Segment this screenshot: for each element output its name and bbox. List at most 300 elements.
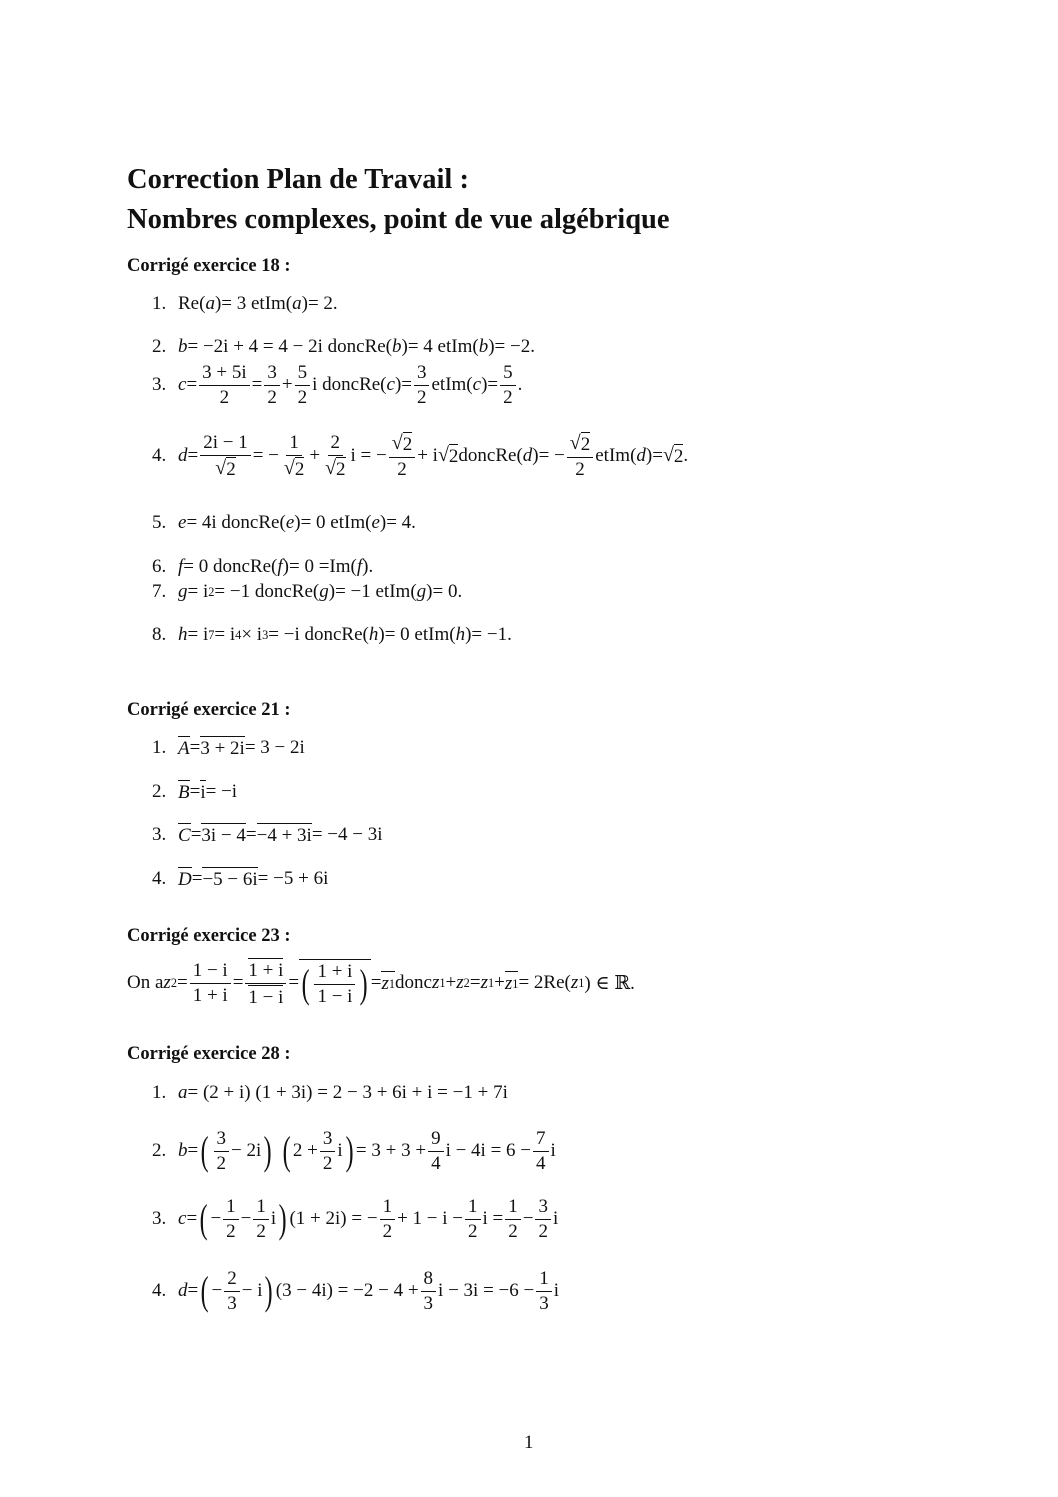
math-text: 9: [431, 1128, 441, 1149]
math-text: 1: [382, 1196, 393, 1217]
math-text: = (2 + i) (1 + 3i) = 2 − 3 + 6i + i = −1 + 7i: [187, 1082, 508, 1103]
denominator: [500, 386, 516, 409]
math-expression: [336, 459, 346, 481]
math-expression: [383, 1221, 393, 1243]
denominator: [217, 386, 233, 409]
math-text: ): [488, 336, 495, 357]
math-text: ): [214, 293, 222, 314]
numerator: [245, 958, 286, 984]
conjugate-bar: [178, 780, 190, 804]
math-text: = −1 donc: [214, 581, 292, 602]
fraction: [500, 362, 516, 409]
math-expression: [178, 1128, 556, 1175]
numerator: [389, 432, 415, 458]
math-variable: c: [178, 1208, 187, 1230]
math-text: = −: [252, 445, 279, 467]
math-expression: [503, 387, 513, 409]
denominator: [214, 1152, 230, 1175]
denominator: [253, 1220, 269, 1243]
math-expression: [538, 1221, 548, 1243]
conjugate-bar: [299, 959, 371, 1008]
math-variable: A: [178, 738, 190, 759]
page-number: 1: [524, 1432, 534, 1453]
math-text: Re(: [178, 293, 206, 314]
radicand: [403, 432, 413, 456]
math-text: =: [186, 1208, 198, 1230]
math-expression: [317, 961, 352, 983]
math-expression: [575, 459, 585, 481]
math-expression: [539, 1268, 549, 1290]
math-text: Im(: [329, 556, 357, 577]
math-text: 2: [538, 1220, 548, 1242]
math-text: 5: [297, 362, 308, 383]
math-text: 3: [539, 1292, 549, 1314]
math-expression: [508, 1221, 518, 1243]
math-text: i: [270, 1208, 277, 1230]
math-text: 4: [431, 1152, 441, 1174]
math-variable: f: [178, 556, 184, 577]
right-paren: ): [263, 1128, 272, 1174]
math-text: = 0 donc: [183, 556, 250, 577]
math-text: = 3 + 3 +: [355, 1140, 427, 1162]
fraction: [567, 432, 593, 481]
math-expression: [256, 1196, 266, 1218]
math-text: ): [481, 374, 488, 396]
math-expression: [178, 293, 338, 315]
numerator: [224, 1268, 240, 1292]
math-expression: [217, 1153, 227, 1175]
math-variable: a: [205, 293, 215, 314]
exponent: 7: [208, 627, 215, 642]
math-expression: [536, 1153, 546, 1175]
math-text: i: [550, 1140, 556, 1162]
math-text: 3 + 5i: [202, 362, 247, 383]
title-line-2: Nombres complexes, point de vue algébrique: [127, 204, 670, 235]
numerator: [428, 1128, 444, 1152]
fraction: [536, 1268, 552, 1315]
math-expression: [417, 362, 427, 384]
numerator: [190, 960, 231, 984]
fraction: [281, 432, 307, 481]
list-item: [152, 293, 338, 315]
math-text: ): [645, 445, 653, 467]
math-expression: [267, 362, 277, 384]
math-text: 2: [322, 1152, 333, 1174]
math-text: Re(: [359, 374, 387, 396]
square-root: [570, 432, 590, 456]
radical-sign: √: [437, 444, 449, 467]
math-expression: [317, 986, 352, 1008]
numerator: [295, 362, 311, 386]
math-text: ): [426, 581, 433, 602]
math-text: +: [445, 972, 457, 994]
numerator: [380, 1196, 396, 1220]
math-variable: z: [456, 972, 464, 994]
math-expression: [178, 432, 688, 481]
math-text: 7: [536, 1128, 546, 1149]
math-text: +: [309, 445, 321, 467]
math-text: Im(: [428, 624, 456, 645]
math-variable: b: [178, 1140, 188, 1162]
math-text: × i: [241, 624, 263, 645]
math-variable: c: [472, 374, 482, 396]
math-text: =: [191, 868, 203, 889]
subscript: 1: [439, 975, 446, 990]
radicand: [226, 457, 236, 481]
fraction: [224, 1268, 240, 1315]
math-text: ): [282, 556, 289, 577]
math-text: =: [189, 737, 201, 758]
math-expression: [178, 581, 462, 603]
math-variable: h: [178, 624, 188, 645]
math-text: On a: [127, 972, 164, 994]
math-text: 3: [216, 1128, 227, 1149]
fraction: [314, 961, 355, 1008]
math-text: i: [553, 1280, 559, 1302]
math-text: 2: [226, 1220, 236, 1242]
math-expression: [178, 624, 512, 646]
math-text: (1 + 2i) = −: [289, 1208, 378, 1230]
math-text: = 0.: [432, 581, 463, 602]
math-text: 1: [539, 1268, 549, 1289]
radicand: [449, 444, 459, 468]
list-item: [152, 362, 522, 409]
math-text: =: [251, 374, 263, 396]
math-text: = 0 et: [384, 624, 429, 645]
fraction: [389, 432, 415, 481]
math-text: 1 + i: [317, 961, 353, 982]
item-number: 5.: [152, 512, 167, 533]
math-expression: [424, 1293, 434, 1315]
math-text: = −1 et: [335, 581, 390, 602]
math-expression: [200, 738, 245, 760]
fraction: [199, 362, 250, 409]
math-variable: C: [178, 825, 191, 846]
radical-sign: √: [283, 456, 295, 479]
math-text: i: [337, 1140, 343, 1162]
math-text: .: [368, 556, 374, 577]
item-number: 4.: [152, 1280, 167, 1302]
math-variable: h: [368, 624, 379, 645]
math-expression: [295, 459, 305, 481]
right-paren: ): [345, 1128, 354, 1174]
item-number: 4.: [152, 868, 167, 889]
math-text: 3i − 4: [201, 825, 246, 846]
math-expression: [299, 961, 371, 1008]
denominator: [314, 985, 355, 1008]
fraction: [428, 1128, 444, 1175]
math-text: 1 + i: [248, 960, 284, 981]
math-text: =: [469, 972, 481, 994]
right-paren: ): [278, 1196, 287, 1242]
math-text: 3: [267, 362, 277, 383]
radicand: [674, 444, 684, 468]
math-text: Im(: [445, 374, 473, 396]
numerator: [536, 1268, 552, 1292]
item-number: 8.: [152, 624, 167, 645]
square-root: [438, 444, 458, 468]
math-text: ): [378, 624, 385, 645]
math-text: 2: [219, 386, 230, 408]
math-text: −: [240, 1208, 252, 1230]
math-text: i: [552, 1208, 559, 1230]
math-expression: [202, 869, 257, 891]
math-expression: [284, 457, 304, 481]
math-text: 3: [227, 1292, 237, 1314]
math-text: = 0 =: [288, 556, 330, 577]
math-expression: [323, 1153, 333, 1175]
math-text: 3: [322, 1128, 333, 1149]
math-text: =: [187, 445, 199, 467]
subscript: 1: [578, 975, 585, 990]
list-item: [152, 336, 535, 358]
math-expression: [392, 432, 412, 456]
math-expression: [178, 1196, 558, 1243]
denominator: [245, 984, 286, 1009]
square-root: [663, 444, 683, 468]
radicand: [336, 457, 346, 481]
math-variable: a: [178, 1082, 188, 1103]
numerator: [264, 362, 280, 386]
math-expression: [298, 387, 308, 409]
fraction: [320, 1128, 336, 1175]
numerator: [500, 362, 516, 386]
math-variable: b: [478, 336, 489, 357]
math-text: 2: [330, 432, 341, 453]
math-text: = i: [187, 624, 209, 645]
math-variable: c: [178, 374, 187, 396]
math-expression: [178, 556, 373, 578]
math-text: ): [301, 293, 308, 314]
math-text: i − 4i = 6 −: [445, 1140, 532, 1162]
math-text: ): [394, 374, 402, 396]
math-text: 4: [536, 1152, 546, 1174]
math-text: 1: [468, 1196, 478, 1217]
math-expression: [178, 780, 237, 804]
math-text: =: [189, 781, 201, 802]
denominator: [505, 1220, 521, 1243]
math-text: 2: [448, 446, 459, 468]
math-text: et: [431, 374, 446, 396]
math-text: 2: [382, 1220, 393, 1242]
math-text: Im(: [608, 445, 637, 467]
math-expression: [257, 825, 312, 847]
section-heading-18: Corrigé exercice 18 :: [127, 256, 291, 276]
math-expression: [201, 825, 246, 847]
fraction: [414, 362, 430, 409]
numerator: [414, 362, 430, 386]
math-expression: [331, 432, 341, 454]
math-variable: d: [178, 1280, 188, 1302]
conjugate-bar: [201, 823, 246, 847]
math-text: ): [328, 581, 336, 602]
list-item: [152, 1268, 559, 1315]
math-variable: d: [636, 445, 646, 467]
conjugate-bar: [202, 867, 257, 891]
math-expression: [417, 387, 427, 409]
math-text: 1: [256, 1196, 266, 1217]
right-paren: ): [265, 1268, 274, 1314]
math-text: − i: [241, 1280, 263, 1302]
denominator: [190, 984, 231, 1007]
square-root: [215, 457, 235, 481]
math-expression: [178, 736, 305, 760]
section-heading-23: Corrigé exercice 23 :: [127, 926, 291, 946]
math-variable: z: [163, 972, 171, 994]
math-text: −4 + 3i: [256, 825, 312, 846]
math-expression: [431, 1153, 441, 1175]
math-expression: [267, 387, 277, 409]
list-item: [152, 1082, 508, 1104]
math-variable: e: [285, 512, 295, 533]
list-item: [152, 624, 512, 646]
math-text: 2: [297, 386, 308, 408]
left-paren: (: [200, 1128, 209, 1174]
math-expression: [248, 985, 283, 1009]
math-variable: h: [455, 624, 466, 645]
math-expression: [248, 958, 283, 982]
math-text: = 4 et: [407, 336, 452, 357]
math-text: ): [532, 445, 539, 467]
exponent: 4: [235, 627, 242, 642]
item-number: 2.: [152, 336, 167, 357]
numerator: [320, 1128, 336, 1152]
math-expression: [178, 1268, 559, 1315]
item-number: 3.: [152, 1208, 167, 1230]
math-variable: D: [178, 869, 192, 890]
list-item: [152, 556, 373, 578]
math-variable: z: [480, 972, 488, 994]
math-text: =: [370, 972, 382, 994]
list-item: [152, 432, 688, 481]
item-number: 3.: [152, 824, 167, 845]
radicand: [295, 457, 305, 481]
numerator: [200, 432, 251, 456]
math-expression: [505, 973, 519, 995]
math-text: = −2.: [494, 336, 535, 357]
fraction: [223, 1196, 239, 1243]
denominator: [465, 1220, 481, 1243]
math-expression: [226, 1196, 236, 1218]
numerator: [535, 1196, 551, 1220]
math-text: = 4i donc: [186, 512, 259, 533]
math-text: 2: [508, 1220, 518, 1242]
math-text: =: [245, 824, 257, 845]
radical-sign: √: [325, 456, 337, 479]
math-text: 2: [503, 386, 513, 408]
math-variable: d: [522, 445, 533, 467]
radical-sign: √: [215, 456, 227, 479]
math-text: −: [210, 1208, 222, 1230]
math-expression: [178, 823, 383, 847]
list-item: [152, 1128, 556, 1175]
square-root: [325, 457, 345, 481]
math-text: 1 + i: [192, 984, 228, 1006]
math-text: 1 − i: [248, 986, 284, 1008]
math-text: i = −: [350, 445, 387, 467]
math-expression: [215, 457, 235, 481]
math-text: = −i: [205, 781, 238, 802]
math-text: 5: [503, 362, 513, 383]
math-text: Re(: [364, 336, 393, 357]
math-expression: [226, 1221, 236, 1243]
math-text: 2: [397, 458, 407, 480]
math-text: 3 + 2i: [200, 738, 245, 759]
math-text: = 2Re(: [518, 972, 571, 994]
denominator: [264, 386, 280, 409]
denominator: [212, 456, 238, 481]
math-expression: [539, 1293, 549, 1315]
math-expression: [298, 362, 308, 384]
math-text: 2: [673, 446, 684, 468]
square-root: [392, 432, 412, 456]
math-expression: [178, 869, 192, 891]
conjugate-bar: [248, 958, 283, 982]
numerator: [199, 362, 250, 386]
denominator: [281, 456, 307, 481]
fraction: [535, 1196, 551, 1243]
list-item: [152, 823, 383, 847]
math-expression: [570, 432, 590, 456]
section-heading-28: Corrigé exercice 28 :: [127, 1044, 291, 1064]
math-expression: [397, 459, 407, 481]
math-variable: e: [178, 512, 187, 533]
math-expression: [203, 432, 248, 454]
math-expression: [403, 434, 413, 456]
math-text: =: [487, 374, 499, 396]
math-text: = −1.: [471, 624, 512, 645]
denominator: [295, 386, 311, 409]
math-text: = i: [214, 624, 236, 645]
numerator: [328, 432, 344, 456]
math-variable: b: [178, 336, 188, 357]
math-text: ): [294, 512, 301, 533]
numerator: [314, 961, 355, 985]
math-expression: [424, 1268, 434, 1290]
denominator: [224, 1292, 240, 1315]
math-expression: [289, 432, 299, 454]
page-title: [127, 160, 670, 240]
math-text: = 2.: [307, 293, 338, 314]
item-number: 7.: [152, 581, 167, 602]
math-text: Im(: [389, 581, 417, 602]
numerator: [253, 1196, 269, 1220]
math-expression: [449, 446, 459, 468]
left-paren: (: [301, 961, 310, 1007]
math-expression: [256, 1221, 266, 1243]
math-expression: [178, 867, 328, 891]
list-item: [152, 780, 237, 804]
item-number: 1.: [152, 293, 167, 314]
math-expression: [202, 362, 247, 384]
conjugate-bar: [257, 823, 312, 847]
denominator: [572, 458, 588, 481]
radical-sign: √: [569, 432, 581, 454]
math-text: −5 − 6i: [202, 869, 258, 890]
item-number: 2.: [152, 1140, 167, 1162]
math-text: 8: [423, 1268, 434, 1289]
math-text: = −4 − 3i: [311, 824, 383, 845]
math-text: =: [187, 1140, 199, 1162]
math-text: (3 − 4i) = −2 − 4 +: [275, 1280, 419, 1302]
math-text: = 0 et: [300, 512, 345, 533]
math-expression: [381, 973, 395, 995]
math-expression: [226, 459, 236, 481]
left-paren: (: [200, 1268, 209, 1314]
math-text: =: [401, 374, 412, 396]
math-text: =: [186, 374, 198, 396]
numerator: [567, 432, 593, 458]
